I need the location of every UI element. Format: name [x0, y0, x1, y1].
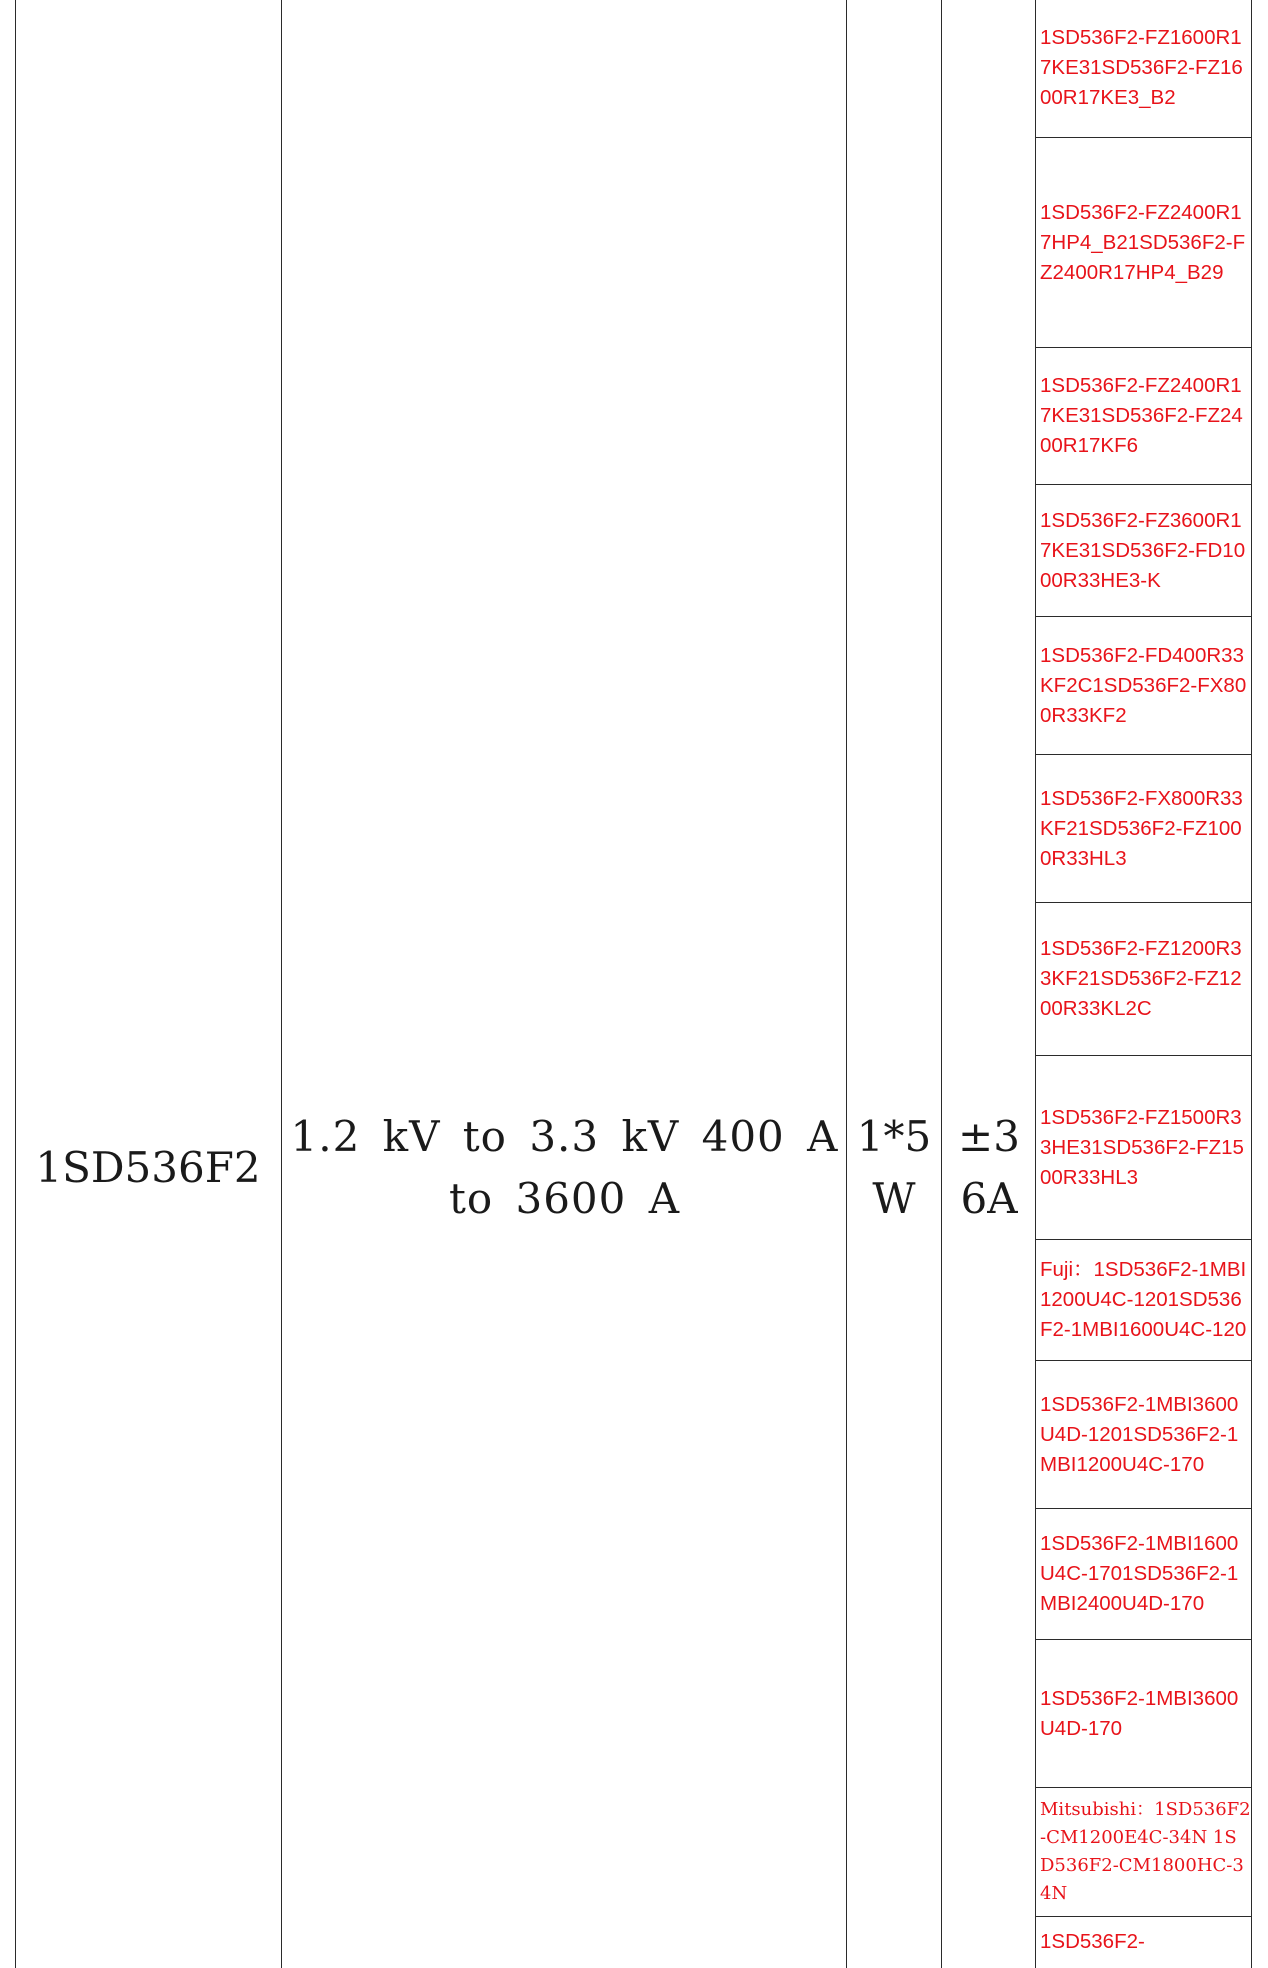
column-divider-3	[941, 0, 942, 1968]
model-text: 1SD536F2	[35, 1143, 261, 1192]
compatible-module-cell	[1035, 0, 1252, 138]
power-line-2: W	[872, 1174, 916, 1223]
compatible-module-cell	[1035, 485, 1252, 617]
power-cell	[848, 1106, 940, 1230]
compatible-module-cell	[1035, 1056, 1252, 1240]
compatible-module-cell	[1035, 903, 1252, 1056]
compatible-module-text: 1SD536F2-FZ1500R33HE31SD536F2-FZ1500R33HL3	[1040, 1105, 1244, 1189]
range-cell	[283, 1106, 846, 1230]
compatible-module-text: 1SD536F2-	[1040, 1930, 1145, 1953]
compatible-module-text: 1SD536F2-FZ3600R17KE31SD536F2-FD1000R33HE3-K	[1040, 508, 1246, 592]
compatible-module-cell	[1035, 755, 1252, 903]
compatible-module-cell	[1035, 1640, 1252, 1788]
column-divider-2	[846, 0, 847, 1968]
current-cell	[943, 1106, 1035, 1230]
compatible-module-text: 1SD536F2-FZ2400R17HP4_B21SD536F2-FZ2400R17HP4_B29	[1040, 200, 1246, 284]
compatible-module-text: Fuji：1SD536F2-1MBI1200U4C-1201SD536F2-1MBI1600U4C-120	[1040, 1258, 1247, 1341]
compatible-module-cell	[1035, 1788, 1252, 1917]
compatible-module-cell	[1035, 1509, 1252, 1640]
model-cell	[16, 1140, 280, 1196]
compatible-module-text: 1SD536F2-1MBI3600U4D-1201SD536F2-1MBI1200U4C-170	[1040, 1392, 1239, 1476]
compatible-module-text: 1SD536F2-FZ1200R33KF21SD536F2-FZ1200R33KL2C	[1040, 937, 1242, 1020]
compatible-module-text: 1SD536F2-1MBI1600U4C-1701SD536F2-1MBI2400U4D-170	[1040, 1532, 1239, 1615]
compatible-module-text: 1SD536F2-FZ2400R17KE31SD536F2-FZ2400R17KF6	[1040, 374, 1243, 457]
compatible-module-text: 1SD536F2-FX800R33KF21SD536F2-FZ1000R33HL3	[1040, 786, 1243, 870]
compatible-module-text: 1SD536F2-FD400R33KF2C1SD536F2-FX800R33KF2	[1040, 643, 1247, 727]
power-line-1: 1*5	[856, 1112, 932, 1161]
compatible-module-cell	[1035, 1361, 1252, 1509]
range-line-2: to 3600 A	[448, 1174, 681, 1223]
current-line-1: ±3	[958, 1112, 1020, 1161]
compatible-module-text: 1SD536F2-FZ1600R17KE31SD536F2-FZ1600R17KE3_B2	[1040, 25, 1243, 109]
current-line-2: 6A	[960, 1174, 1018, 1223]
compatible-module-text: Mitsubishi：1SD536F2-CM1200E4C-34N 1SD536F2-CM1800HC-34N	[1040, 1799, 1251, 1904]
range-line-1: 1.2 kV to 3.3 kV 400 A	[290, 1112, 839, 1161]
compatible-module-cell	[1035, 1240, 1252, 1361]
table-border-left	[15, 0, 16, 1968]
compatible-module-cell	[1035, 138, 1252, 348]
column-divider-1	[281, 0, 282, 1968]
compatible-module-text: 1SD536F2-1MBI3600U4D-170	[1040, 1686, 1239, 1740]
compatible-module-cell	[1035, 348, 1252, 485]
compatible-module-cell	[1035, 617, 1252, 755]
compatible-module-cell	[1035, 1917, 1252, 1968]
